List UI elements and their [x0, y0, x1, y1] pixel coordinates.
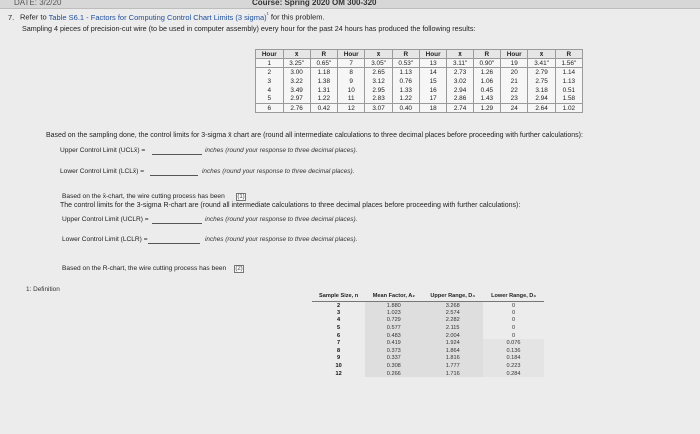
factor-cell: 0.373: [365, 347, 422, 355]
data-cell: 2.97: [283, 95, 310, 104]
data-cell: 2.75: [528, 77, 555, 86]
data-cell: 1.38: [310, 77, 337, 86]
data-cell: 2.76: [283, 104, 310, 113]
factor-row: [312, 324, 544, 332]
data-cell: 3.05": [365, 59, 392, 68]
factor-row: [312, 309, 544, 317]
data-cell: 1.22: [310, 95, 337, 104]
factor-cell: 1.716: [422, 370, 483, 378]
question-number: 7.: [8, 12, 15, 22]
data-cell: 15: [419, 77, 447, 86]
ucl-r-input[interactable]: [152, 217, 202, 224]
data-row: [256, 95, 583, 104]
top-bar: [0, 0, 700, 9]
xbar-limits-note: Based on the sampling done, the control limits for 3-sigma x̄ chart are (round all intermediate calculations to three decimal places before proceeding with further calculations):: [46, 132, 583, 139]
factor-cell: 0.337: [365, 355, 422, 363]
ucl-r-hint: inches (round your response to three decimal places).: [205, 216, 358, 223]
data-cell: 1: [256, 59, 284, 68]
lcl-xbar-label: Lower Control Limit (LCLx̄) =: [60, 168, 145, 175]
question-prefix: Refer to: [20, 12, 49, 22]
data-cell: 11: [337, 95, 365, 104]
data-header-cell: Hour: [500, 50, 528, 59]
xbar-process-select[interactable]: (1): [237, 194, 245, 200]
data-cell: 1.56": [555, 59, 582, 68]
data-cell: 2.94: [447, 86, 473, 95]
data-cell: 1.13: [392, 68, 419, 77]
data-cell: 3.25": [283, 59, 310, 68]
data-cell: 2.86: [447, 95, 473, 104]
data-cell: 1.18: [310, 68, 337, 77]
data-cell: 16: [419, 86, 447, 95]
data-row: [256, 86, 583, 95]
factor-cell: 0.308: [365, 362, 422, 370]
factor-row: [312, 317, 544, 325]
factor-row: [312, 347, 544, 355]
data-cell: 3.00: [283, 68, 310, 77]
data-cell: 1.43: [473, 95, 500, 104]
data-cell: 1.06: [473, 77, 500, 86]
factor-header-cell: Upper Range, D₄: [422, 293, 483, 302]
data-cell: 0.90": [473, 59, 500, 68]
table-s6-1-link[interactable]: Table S6.1 - Factors for Computing Control Chart Limits (3 sigma)$^{^1}$: [48, 11, 269, 22]
factor-cell: 5: [337, 325, 341, 332]
factor-cell: 0.266: [365, 370, 422, 378]
data-cell: 1.58: [555, 95, 582, 104]
factor-cell: 7: [337, 340, 341, 347]
data-cell: 2: [256, 68, 284, 77]
data-cell: 3.22: [283, 77, 310, 86]
data-cell: 2.74: [447, 104, 473, 113]
data-cell: 5: [256, 95, 284, 104]
data-cell: 8: [337, 68, 365, 77]
lcl-xbar-input[interactable]: [150, 169, 198, 176]
factor-cell: 1.023: [365, 309, 422, 317]
factor-cell: 12: [335, 370, 342, 377]
factor-cell: 0: [511, 302, 516, 309]
question-intro: Sampling 4 pieces of precision-cut wire (to be used in computer assembly) every hour for the past 24 hours has produced the following results:: [22, 24, 476, 33]
data-header-cell: R: [310, 50, 337, 59]
control-factors-table: [312, 293, 544, 377]
course-title: Course: Spring 2020 OM 300-320: [252, 0, 377, 7]
lcl-r-label: Lower Control Limit (LCLR) =: [62, 236, 148, 243]
data-cell: 0.53": [392, 59, 419, 68]
sample-data-table: [255, 49, 583, 113]
ucl-xbar-input[interactable]: [152, 148, 202, 155]
data-header-cell: x̄: [365, 50, 392, 59]
data-cell: 1.22: [392, 95, 419, 104]
factor-cell: 2.115: [422, 324, 483, 332]
date-label: DATE: 3/2/20: [14, 0, 62, 7]
data-header-cell: x̄: [283, 50, 310, 59]
factor-cell: 8: [337, 347, 341, 354]
data-cell: 17: [419, 95, 447, 104]
data-cell: 6: [256, 104, 284, 113]
factor-cell: 0.223: [483, 362, 544, 370]
factor-cell: 0.136: [483, 347, 544, 355]
data-cell: 0.42: [310, 104, 337, 113]
data-row: [256, 68, 583, 77]
factor-cell: 3: [337, 309, 341, 316]
data-cell: 0.45: [473, 86, 500, 95]
factor-cell: 9: [337, 355, 341, 362]
factor-cell: 1.864: [422, 347, 483, 355]
data-cell: 0.51: [555, 86, 582, 95]
r-process-select[interactable]: (2): [235, 266, 243, 272]
data-cell: 0.65": [310, 59, 337, 68]
data-cell: 3.41": [528, 59, 555, 68]
data-header-cell: R: [555, 50, 582, 59]
data-cell: 3.07: [365, 104, 392, 113]
lcl-r-input[interactable]: [148, 237, 200, 244]
factor-header-cell: Mean Factor, A₂: [365, 293, 422, 302]
data-cell: 4: [256, 86, 284, 95]
factor-row: [312, 302, 544, 310]
data-cell: 3.12: [365, 77, 392, 86]
data-cell: 3.49: [283, 86, 310, 95]
factor-cell: 1.816: [422, 355, 483, 363]
data-cell: 1.02: [555, 104, 582, 113]
data-cell: 2.94: [528, 95, 555, 104]
data-cell: 2.65: [365, 68, 392, 77]
factor-cell: 0: [511, 309, 516, 316]
factor-cell: 2: [337, 302, 341, 309]
factor-cell: 10: [335, 363, 342, 370]
data-cell: 1.26: [473, 68, 500, 77]
factor-header-cell: Sample Size, n: [312, 293, 365, 302]
factor-cell: 0: [511, 332, 516, 339]
question-suffix: for this problem.: [268, 12, 325, 22]
data-cell: 3.11": [447, 59, 473, 68]
factor-cell: 0: [511, 317, 516, 324]
factor-cell: 2.004: [422, 332, 483, 340]
factor-row: [312, 355, 544, 363]
r-limits-note: The control limits for the 3-sigma R-chart are (round all intermediate calculations to three decimal places before proceeding with further calculations):: [60, 202, 521, 209]
data-cell: 1.33: [392, 86, 419, 95]
data-cell: 0.40: [392, 104, 419, 113]
data-cell: 24: [500, 104, 528, 113]
data-header-cell: Hour: [337, 50, 365, 59]
factor-row: [312, 362, 544, 370]
lcl-r-hint: inches (round your response to three decimal places).: [205, 236, 358, 243]
data-cell: 2.64: [528, 104, 555, 113]
factor-cell: 3.268: [422, 302, 483, 310]
data-row: [256, 104, 583, 113]
data-cell: 20: [500, 68, 528, 77]
factor-cell: 0.483: [365, 332, 422, 340]
ucl-xbar-label: Upper Control Limit (UCLx̄) =: [60, 147, 146, 154]
data-cell: 14: [419, 68, 447, 77]
data-cell: 21: [500, 77, 528, 86]
data-cell: 10: [337, 86, 365, 95]
factor-cell: 2.574: [422, 309, 483, 317]
data-cell: 19: [500, 59, 528, 68]
factor-cell: 2.282: [422, 317, 483, 325]
lcl-xbar-hint: inches (round your response to three decimal places).: [202, 168, 355, 175]
data-cell: 13: [419, 59, 447, 68]
data-cell: 2.83: [365, 95, 392, 104]
ucl-r-label: Upper Control Limit (UCLR) =: [62, 216, 149, 223]
data-cell: 3.02: [447, 77, 473, 86]
ucl-xbar-hint: inches (round your response to three decimal places).: [205, 147, 358, 154]
data-header-cell: Hour: [419, 50, 447, 59]
factor-cell: 0.729: [365, 317, 422, 325]
data-cell: 3: [256, 77, 284, 86]
data-row: [256, 77, 583, 86]
factor-row: [312, 332, 544, 340]
xbar-process-text: Based on the x̄-chart, the wire cutting process has been: [62, 193, 225, 200]
data-cell: 3.18: [528, 86, 555, 95]
factor-cell: 0.419: [365, 339, 422, 347]
data-header-cell: Hour: [256, 50, 284, 59]
factor-header-cell: Lower Range, D₃: [483, 293, 544, 302]
factor-cell: 1.924: [422, 339, 483, 347]
data-header-cell: R: [473, 50, 500, 59]
data-cell: 7: [337, 59, 365, 68]
factor-cell: 0.076: [483, 339, 544, 347]
data-cell: 12: [337, 104, 365, 113]
factor-cell: 0.184: [483, 355, 544, 363]
data-cell: 0.76: [392, 77, 419, 86]
factor-row: [312, 339, 544, 347]
factor-cell: 0.577: [365, 324, 422, 332]
data-header-cell: x̄: [447, 50, 473, 59]
definition-label: 1: Definition: [26, 286, 60, 293]
data-cell: 9: [337, 77, 365, 86]
data-cell: 2.73: [447, 68, 473, 77]
data-cell: 2.95: [365, 86, 392, 95]
data-cell: 23: [500, 95, 528, 104]
data-cell: 1.29: [473, 104, 500, 113]
question-line: [8, 11, 325, 22]
data-row: [256, 59, 583, 68]
data-header-cell: x̄: [528, 50, 555, 59]
data-cell: 22: [500, 86, 528, 95]
data-cell: 2.79: [528, 68, 555, 77]
data-cell: 1.13: [555, 77, 582, 86]
factor-row: [312, 370, 544, 378]
factor-cell: 1.777: [422, 362, 483, 370]
data-header-cell: R: [392, 50, 419, 59]
factor-cell: 1.880: [365, 302, 422, 310]
factor-cell: 0.284: [483, 370, 544, 378]
factor-cell: 0: [511, 325, 516, 332]
data-cell: 18: [419, 104, 447, 113]
factor-cell: 6: [337, 332, 341, 339]
data-cell: 1.31: [310, 86, 337, 95]
data-cell: 1.14: [555, 68, 582, 77]
r-process-text: Based on the R-chart, the wire cutting process has been: [62, 265, 227, 272]
factor-cell: 4: [337, 317, 341, 324]
